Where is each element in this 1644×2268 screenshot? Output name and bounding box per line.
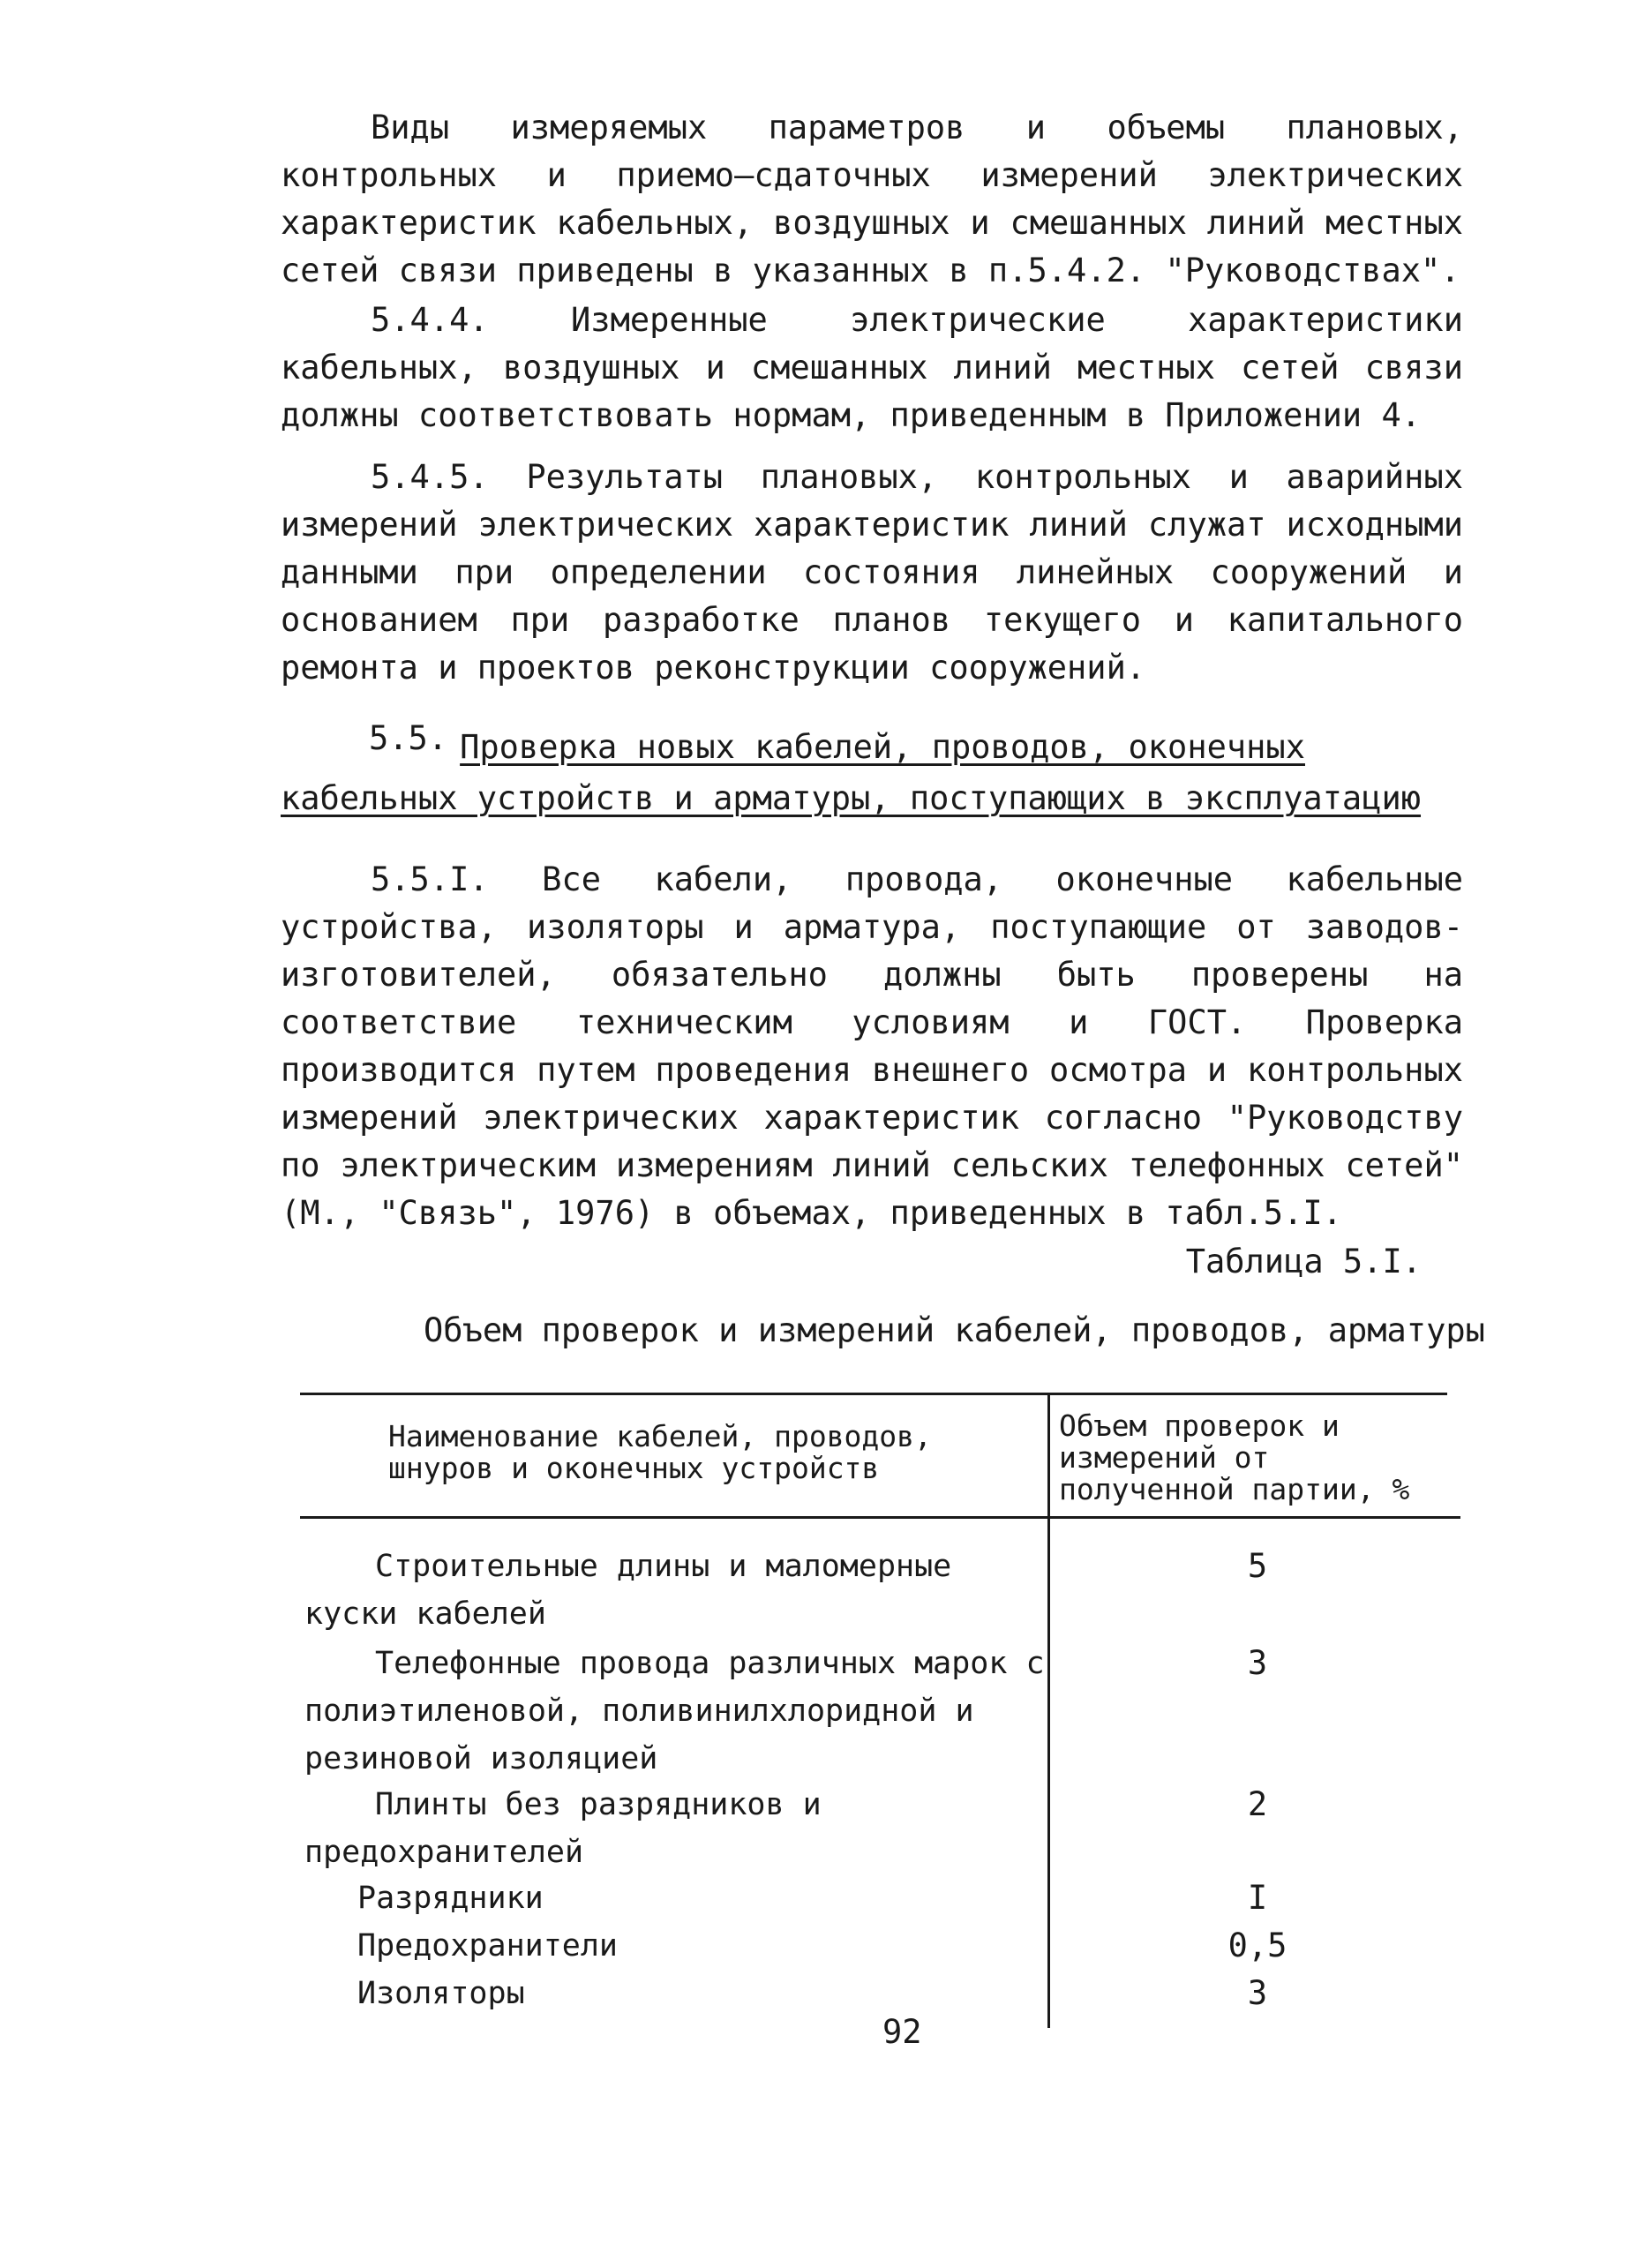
paragraph-5-4-4: 5.4.4. Измеренные электрические характеристики кабельных, воздушных и смешанных линий местных сетей связи должны соответствовать нормам, приведенным в Приложении 4.: [281, 301, 1463, 434]
table-row-value: 3: [1247, 1974, 1268, 2012]
paragraph-measurement-types: Виды измеряемых параметров и объемы плановых, контрольных и приемо–сдаточных измерений электрических характеристик кабельных, воздушных и смешанных линий местных сетей связи приведены в указанных в п.5.4.2. "Руководствах".: [281, 109, 1463, 289]
table-row-name: Разрядники: [357, 1881, 544, 1916]
page-number: 92: [882, 2013, 922, 2051]
table-label: Таблица 5.I.: [1185, 1243, 1422, 1280]
table-header-rule: [300, 1516, 1460, 1519]
table-row-name: Строительные длины и маломерные куски кабелей: [304, 1549, 952, 1632]
section-title: Проверка новых кабелей, проводов, оконечных кабельных устройств и арматуры, поступающих в эксплуатацию: [281, 728, 1422, 817]
section-number: 5.5.: [369, 719, 448, 757]
table-top-rule: [300, 1393, 1447, 1395]
paragraph-5-4-5: 5.4.5. Результаты плановых, контрольных и аварийных измерений электрических характеристик линий служат исходными данными при определении состояния линейных сооружений и основанием при разработке планов текущего и капитального ремонта и проектов реконструкции сооружений.: [281, 458, 1463, 687]
table-row-value: 0,5: [1227, 1926, 1287, 1964]
paragraph-5-5-1: 5.5.I. Все кабели, провода, оконечные кабельные устройства, изоляторы и арматура, поступающие от заводов-изготовителей, обязательно должны быть проверены на соответствие техническим условиям и ГОСТ. Проверка производится путем проведения внешнего осмотра и контрольных измерений электрических характеристик согласно "Руководству по электрическим измерениям линий сельских телефонных сетей" (М., "Связь", 1976) в объемах, приведенных в табл.5.I.: [281, 860, 1463, 1232]
table-row-value: I: [1247, 1879, 1268, 1917]
table-caption: Объем проверок и измерений кабелей, проводов, арматуры: [424, 1311, 1485, 1349]
section-heading-5-5: [281, 713, 1481, 824]
table-header-col2: Объем проверок и измерений от полученной партии, %: [1059, 1408, 1410, 1506]
table-row-name: Предохранители: [357, 1928, 619, 1964]
table-row-value: 2: [1247, 1785, 1268, 1823]
table-row-value: 5: [1247, 1547, 1268, 1585]
table-row-name: Изоляторы: [357, 1976, 525, 2011]
table-row-name: Телефонные провода различных марок с полиэтиленовой, поливинилхлоридной и резиновой изоляцией: [304, 1646, 1045, 1776]
table-row-value: 3: [1247, 1644, 1268, 1682]
table-row-name: Плинты без разрядников и предохранителей: [304, 1787, 822, 1870]
table-header-col1: Наименование кабелей, проводов, шнуров и оконечных устройств: [388, 1419, 932, 1485]
